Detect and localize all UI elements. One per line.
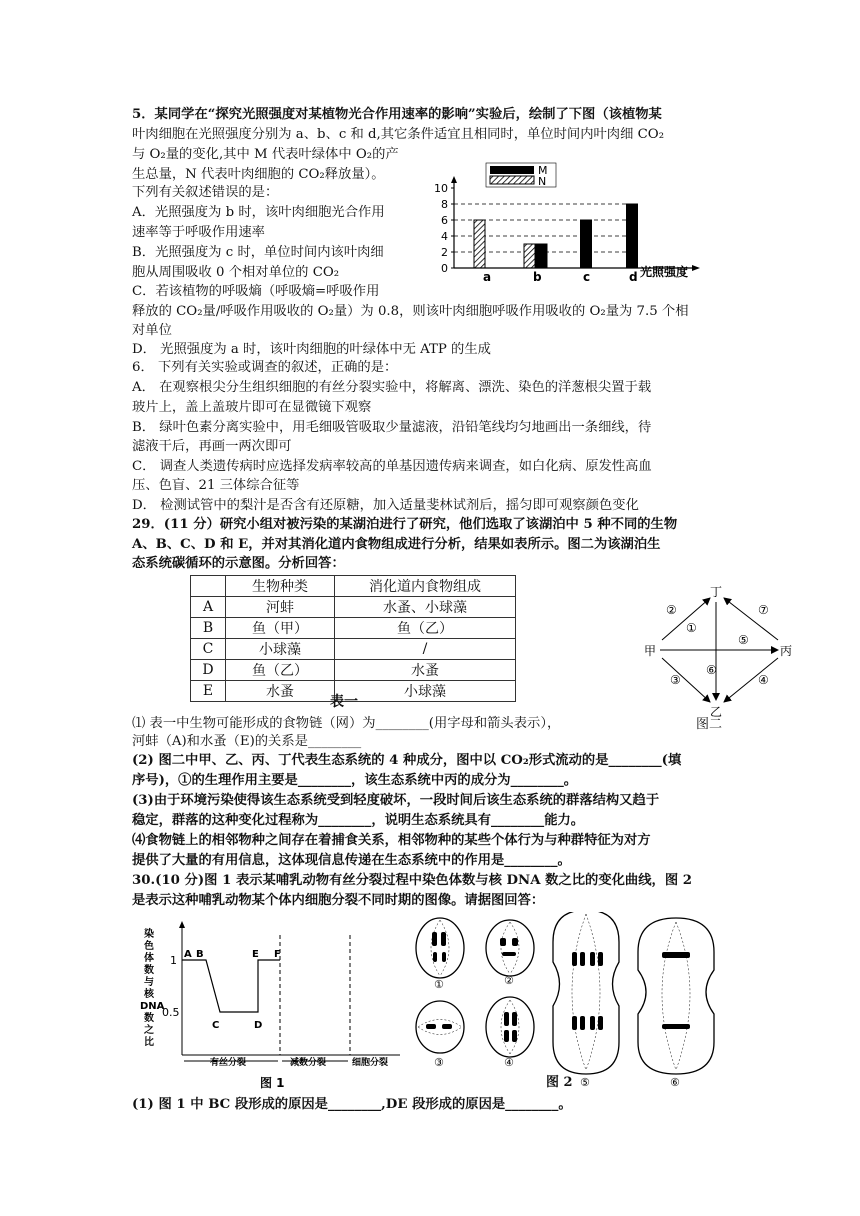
cell-label-5: ⑤ bbox=[580, 1076, 590, 1089]
svg-text:数: 数 bbox=[144, 1013, 154, 1024]
cell-5 bbox=[553, 912, 619, 1074]
y-tick-label: 4 bbox=[441, 230, 448, 243]
cell-label-2: ② bbox=[504, 974, 514, 987]
point-B: B bbox=[196, 949, 204, 960]
q5-line-3: 生总量，N 代表叶肉细胞的 CO₂释放量）。 bbox=[132, 167, 385, 182]
arrow-4 bbox=[724, 658, 778, 702]
q29-question-0: ⑴ 表一中生物可能形成的食物链（网）为________(用字母和箭头表示）， bbox=[132, 716, 561, 731]
table-cell: / bbox=[335, 639, 516, 660]
table-row bbox=[191, 660, 516, 681]
svg-text:与: 与 bbox=[144, 977, 154, 988]
bar-M-c bbox=[581, 220, 592, 268]
q5-line-9: C．若该植物的呼吸熵（呼吸熵=呼吸作用 bbox=[132, 284, 380, 299]
q6-line-3: B． 绿叶色素分离实验中，用毛细吸管吸取少量滤液，沿铅笔线均匀地画出一条细线，待 bbox=[132, 420, 652, 435]
bar-N-b bbox=[524, 244, 535, 268]
q29-line-2: 态系统碳循环的示意图。分析回答： bbox=[132, 556, 345, 571]
label-2: ② bbox=[666, 603, 677, 617]
q29-question-6: ⑷食物链上的相邻物种之间存在着捕食关系，相邻物种的某些个体行为与种群特征为对方 bbox=[132, 833, 651, 848]
svg-text:数: 数 bbox=[144, 965, 154, 976]
x-axis-arrow bbox=[692, 265, 700, 271]
cell-label-4: ④ bbox=[504, 1056, 514, 1069]
bar-M-d bbox=[627, 204, 638, 268]
cell-label-1: ① bbox=[434, 978, 444, 991]
food-table bbox=[190, 575, 516, 702]
table-row bbox=[191, 597, 516, 618]
carbon-cycle-diagram bbox=[640, 580, 800, 730]
svg-text:染: 染 bbox=[144, 929, 154, 940]
table-cell: D bbox=[191, 660, 226, 681]
legend-swatch-M bbox=[490, 166, 534, 174]
table-row bbox=[191, 639, 516, 660]
y-tick-label: 2 bbox=[441, 246, 448, 259]
q29-line-1: A、B、C、D 和 E，并对其消化道内食物组成进行分析，结果如表所示。图二为该湖泊生 bbox=[132, 537, 661, 552]
ratio-curve bbox=[182, 960, 280, 1012]
fig1-caption: 图 1 bbox=[260, 1076, 285, 1090]
q6-line-5: C． 调查人类遗传病时应选择发病率较高的单基因遗传病来调查，如白化病、原发性高血 bbox=[132, 459, 652, 474]
legend-label-N: N bbox=[538, 175, 547, 188]
x-tick-label: d bbox=[629, 270, 638, 284]
arrow-7 bbox=[724, 598, 778, 640]
table-cell: 水蚤、小球藻 bbox=[335, 597, 516, 618]
ytick-1: 1 bbox=[170, 954, 177, 967]
phase-meiosis: 减数分裂 bbox=[290, 1058, 327, 1068]
q29-question-5: 稳定，群落的这种变化过程称为________，说明生态系统具有________能力。 bbox=[132, 813, 585, 828]
table-cell: 鱼（甲） bbox=[226, 618, 335, 639]
table-cell: B bbox=[191, 618, 226, 639]
q5-line-11: 对单位 bbox=[132, 323, 172, 338]
fig2-caption: 图二 bbox=[696, 717, 723, 732]
table-cell: 水蚤 bbox=[335, 660, 516, 681]
q5-line-7: B．光照强度为 c 时，单位时间内该叶肉细 bbox=[132, 245, 384, 260]
table-cell: 河蚌 bbox=[226, 597, 335, 618]
table-row bbox=[191, 618, 516, 639]
y-tick-label: 8 bbox=[441, 198, 448, 211]
y-axis-arrow bbox=[179, 921, 185, 928]
cell-6 bbox=[638, 918, 714, 1074]
q6-line-2: 玻片上，盖上盖玻片即可在显微镜下观察 bbox=[132, 400, 372, 415]
q5-line-2: 与 O₂量的变化,其中 M 代表叶绿体中 O₂的产 bbox=[132, 147, 399, 162]
table-header: 消化道内食物组成 bbox=[335, 576, 516, 597]
table-cell: 小球藻 bbox=[226, 639, 335, 660]
cell-2 bbox=[486, 920, 534, 976]
svg-text:核: 核 bbox=[144, 989, 154, 1000]
q5-line-10: 释放的 CO₂量/呼吸作用吸收的 O₂量）为 0.8，则该叶肉细胞呼吸作用吸收的 O₂量为 7.5 个相 bbox=[132, 304, 689, 319]
q30-question-1: (1) 图 1 中 BC 段形成的原因是________,DE 段形成的原因是________。 bbox=[132, 1097, 572, 1112]
table-caption: 表一 bbox=[330, 694, 358, 710]
cell-division-figure bbox=[408, 912, 738, 1090]
svg-text:之: 之 bbox=[144, 1025, 154, 1036]
y-axis-arrow bbox=[451, 176, 457, 183]
y-tick-label: 6 bbox=[441, 214, 448, 227]
x-tick-label: c bbox=[583, 270, 591, 284]
node-yi: 乙 bbox=[710, 705, 723, 719]
svg-text:DNA: DNA bbox=[140, 1001, 165, 1012]
label-6: ⑥ bbox=[706, 663, 717, 677]
x-axis-label: 光照强度 bbox=[640, 265, 689, 279]
label-4: ④ bbox=[758, 673, 769, 687]
y-tick-label: 0 bbox=[441, 262, 448, 275]
phase-mitosis: 有丝分裂 bbox=[210, 1058, 247, 1068]
q5-line-8: 胞从周围吸收 0 个相对单位的 CO₂ bbox=[132, 265, 340, 280]
legend-label-M: M bbox=[538, 164, 548, 177]
bar-M-b bbox=[536, 244, 547, 268]
q29-question-3: 序号)，①的生理作用主要是________，该生态系统中丙的成分为________。 bbox=[132, 773, 578, 788]
label-1: ① bbox=[686, 621, 697, 635]
table-header: 生物种类 bbox=[226, 576, 335, 597]
y-tick-label: 10 bbox=[434, 182, 448, 195]
q30-line-0: 30.(10 分)图 1 表示某哺乳动物有丝分裂过程中染色体数与核 DNA 数之比的变化曲线，图 2 bbox=[132, 873, 693, 888]
node-jia: 甲 bbox=[644, 644, 657, 658]
fig2-cells-caption: 图 2 bbox=[546, 1075, 573, 1090]
cell-4 bbox=[486, 997, 534, 1057]
table-cell: 鱼（乙） bbox=[226, 660, 335, 681]
q29-question-4: (3)由于环境污染使得该生态系统受到轻度破坏，一段时间后该生态系统的群落结构又趋于 bbox=[132, 793, 660, 808]
cell-label-6: ⑥ bbox=[670, 1076, 680, 1089]
q6-line-0: 6． 下列有关实验或调查的叙述，正确的是： bbox=[132, 360, 398, 375]
table-cell: 水蚤 bbox=[226, 681, 335, 702]
q5-line-4: 下列有关叙述错误的是： bbox=[132, 185, 279, 200]
q5-line-12: D． 光照强度为 a 时，该叶肉细胞的叶绿体中无 ATP 的生成 bbox=[132, 342, 491, 357]
cell-3 bbox=[416, 1001, 464, 1053]
point-F: F bbox=[274, 949, 281, 960]
table-cell: A bbox=[191, 597, 226, 618]
svg-text:体: 体 bbox=[144, 953, 154, 964]
point-D: D bbox=[254, 1020, 263, 1031]
bar-chart bbox=[418, 160, 718, 285]
q29-question-1: 河蚌（A)和水蚤（E)的关系是________ bbox=[132, 734, 362, 749]
x-tick-label: b bbox=[533, 270, 542, 284]
y-axis-label bbox=[140, 927, 165, 1048]
table-cell: C bbox=[191, 639, 226, 660]
table-cell: E bbox=[191, 681, 226, 702]
y-axis-label-text: 染色体数与核DNA数之比 bbox=[140, 915, 152, 916]
legend-swatch-N bbox=[490, 176, 534, 184]
svg-text:色: 色 bbox=[144, 941, 154, 952]
ratio-curve-figure bbox=[140, 915, 410, 1095]
point-C: C bbox=[212, 1020, 220, 1031]
q6-line-4: 滤液干后，再画一两次即可 bbox=[132, 439, 292, 454]
bar-N-a bbox=[474, 220, 485, 268]
node-bing: 丙 bbox=[780, 644, 793, 658]
cell-1 bbox=[416, 918, 464, 978]
q6-line-7: D． 检测试管中的梨汁是否含有还原糖，加入适量斐林试剂后，摇匀即可观察颜色变化 bbox=[132, 498, 639, 513]
q6-line-1: A． 在观察根尖分生组织细胞的有丝分裂实验中，将解离、漂洗、染色的洋葱根尖置于载 bbox=[132, 380, 652, 395]
q29-question-2: (2) 图二中甲、乙、丙、丁代表生态系统的 4 种成分，图中以 CO₂形式流动的是________(填 bbox=[132, 753, 682, 768]
label-3: ③ bbox=[670, 673, 681, 687]
q5-line-6: 速率等于呼吸作用速率 bbox=[132, 225, 265, 240]
q5-line-5: A．光照强度为 b 时，该叶肉细胞光合作用 bbox=[132, 205, 385, 220]
chromosomes bbox=[426, 932, 690, 1042]
cell-label-3: ③ bbox=[434, 1056, 444, 1069]
phase-division: 细胞分裂 bbox=[352, 1058, 389, 1068]
q29-line-0: 29．(11 分）研究小组对被污染的某湖泊进行了研究，他们选取了该湖泊中 5 种不同的生物 bbox=[132, 517, 678, 532]
node-ding: 丁 bbox=[710, 585, 723, 599]
point-A: A bbox=[184, 949, 192, 960]
table-cell: 鱼（乙） bbox=[335, 618, 516, 639]
q30-line-1: 是表示这种哺乳动物某个体内细胞分裂不同时期的图像。请据图回答： bbox=[132, 893, 545, 908]
x-tick-label: a bbox=[483, 270, 492, 284]
label-7: ⑦ bbox=[758, 603, 769, 617]
q6-line-6: 压、色盲、21 三体综合征等 bbox=[132, 478, 300, 493]
point-E: E bbox=[252, 949, 259, 960]
table-cell: 小球藻 bbox=[335, 681, 516, 702]
q5-line-1: 叶肉细胞在光照强度分别为 a、b、c 和 d,其它条件适宜且相同时，单位时间内叶肉细 CO₂ bbox=[132, 127, 665, 142]
ytick-05: 0.5 bbox=[162, 1006, 180, 1019]
q29-question-7: 提供了大量的有用信息，这体现信息传递在生态系统中的作用是________。 bbox=[132, 853, 571, 868]
svg-text:比: 比 bbox=[144, 1037, 154, 1048]
table-header bbox=[191, 576, 226, 597]
q5-line-0: 5．某同学在“探究光照强度对某植物光合作用速率的影响”实验后，绘制了下图（该植物某 bbox=[132, 107, 662, 122]
label-5: ⑤ bbox=[738, 633, 749, 647]
